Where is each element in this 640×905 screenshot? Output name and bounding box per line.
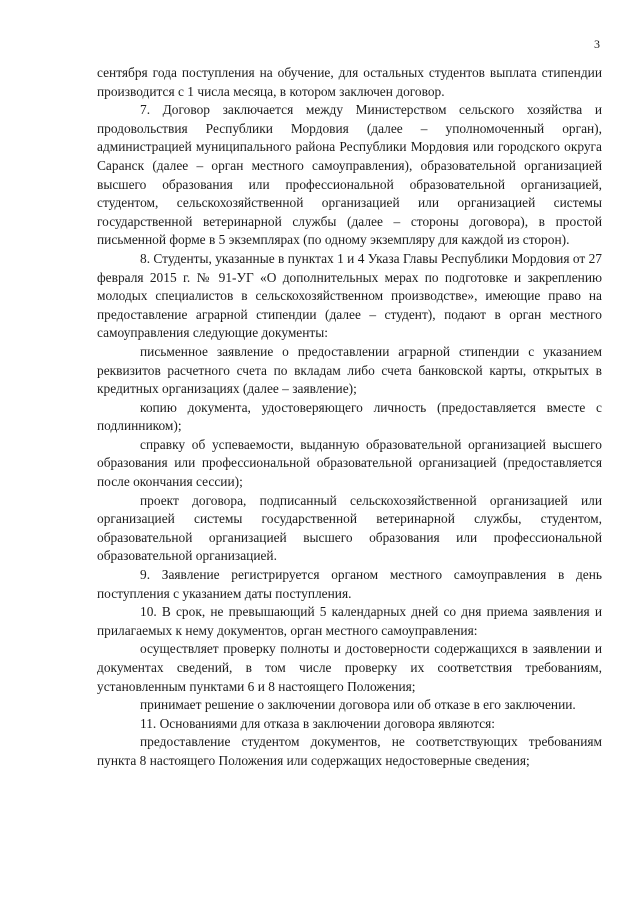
- paragraph-clause-9: 9. Заявление регистрируется органом местного самоуправления в день поступления с указанием даты поступления.: [97, 567, 602, 601]
- paragraph-refusal-ground-item: предоставление студентом документов, не соответствующих требованиям пункта 8 настоящего Положения или содержащих недостоверные сведения;: [97, 734, 602, 768]
- paragraph-contract-draft-item: проект договора, подписанный сельскохозяйственной организацией или организацией системы государственной ветеринарной службы, студентом, образовательной организацией высшего образования или профессиональной образовательной организацией.: [97, 492, 602, 564]
- page-number: 3: [594, 37, 600, 51]
- paragraph-grades-certificate-item: справку об успеваемости, выданную образовательной организацией высшего образования или профессиональной образовательной организацией (предоставляется после окончания сессии);: [97, 436, 602, 490]
- paragraph-clause-8: 8. Студенты, указанные в пунктах 1 и 4 Указа Главы Республики Мордовия от 27 февраля 2015 г. № 91-УГ «О дополнительных мерах по подготовке и закреплению молодых специалистов в сельскохозяйственном производстве», имеющие право на предоставление аграрной стипендии (далее – студент), подают в орган местного самоуправления следующие документы:: [97, 250, 602, 341]
- paragraph-clause-7: 7. Договор заключается между Министерством сельского хозяйства и продовольствия Республики Мордовия (далее – уполномоченный орган), администрацией муниципального района Республики Мордовия или городского округа Саранск (далее – орган местного самоуправления), образовательной организацией высшего образования или профессиональной образовательной организацией, студентом, сельскохозяйственной организацией или организацией системы государственной ветеринарной службы (далее – стороны договора), в простой письменной форме в 5 экземплярах (по одному экземпляру для каждой из сторон).: [97, 102, 602, 248]
- document-body: [97, 64, 602, 771]
- paragraph-decision-item: принимает решение о заключении договора или об отказе в его заключении.: [140, 697, 576, 713]
- paragraph-clause-10: 10. В срок, не превышающий 5 календарных дней со дня приема заявления и прилагаемых к нему документов, орган местного самоуправления:: [97, 604, 602, 638]
- paragraph-verification-item: осуществляет проверку полноты и достоверности содержащихся в заявлении и документах сведений, в том числе проверку их соответствия требованиям, установленным пунктами 6 и 8 настоящего Положения;: [97, 641, 602, 694]
- paragraph-clause-11: 11. Основаниями для отказа в заключении договора являются:: [140, 715, 496, 731]
- paragraph-continuation: сентября года поступления на обучение, для остальных студентов выплата стипендии производится с 1 числа месяца, в котором заключен договор.: [97, 65, 602, 99]
- paragraph-application-item: письменное заявление о предоставлении аграрной стипендии с указанием реквизитов расчетного счета по вкладам либо счета банковской карты, открытых в кредитных организациях (далее – заявление);: [97, 343, 602, 397]
- paragraph-id-copy-item: копию документа, удостоверяющего личность (предоставляется вместе с подлинником);: [97, 399, 602, 434]
